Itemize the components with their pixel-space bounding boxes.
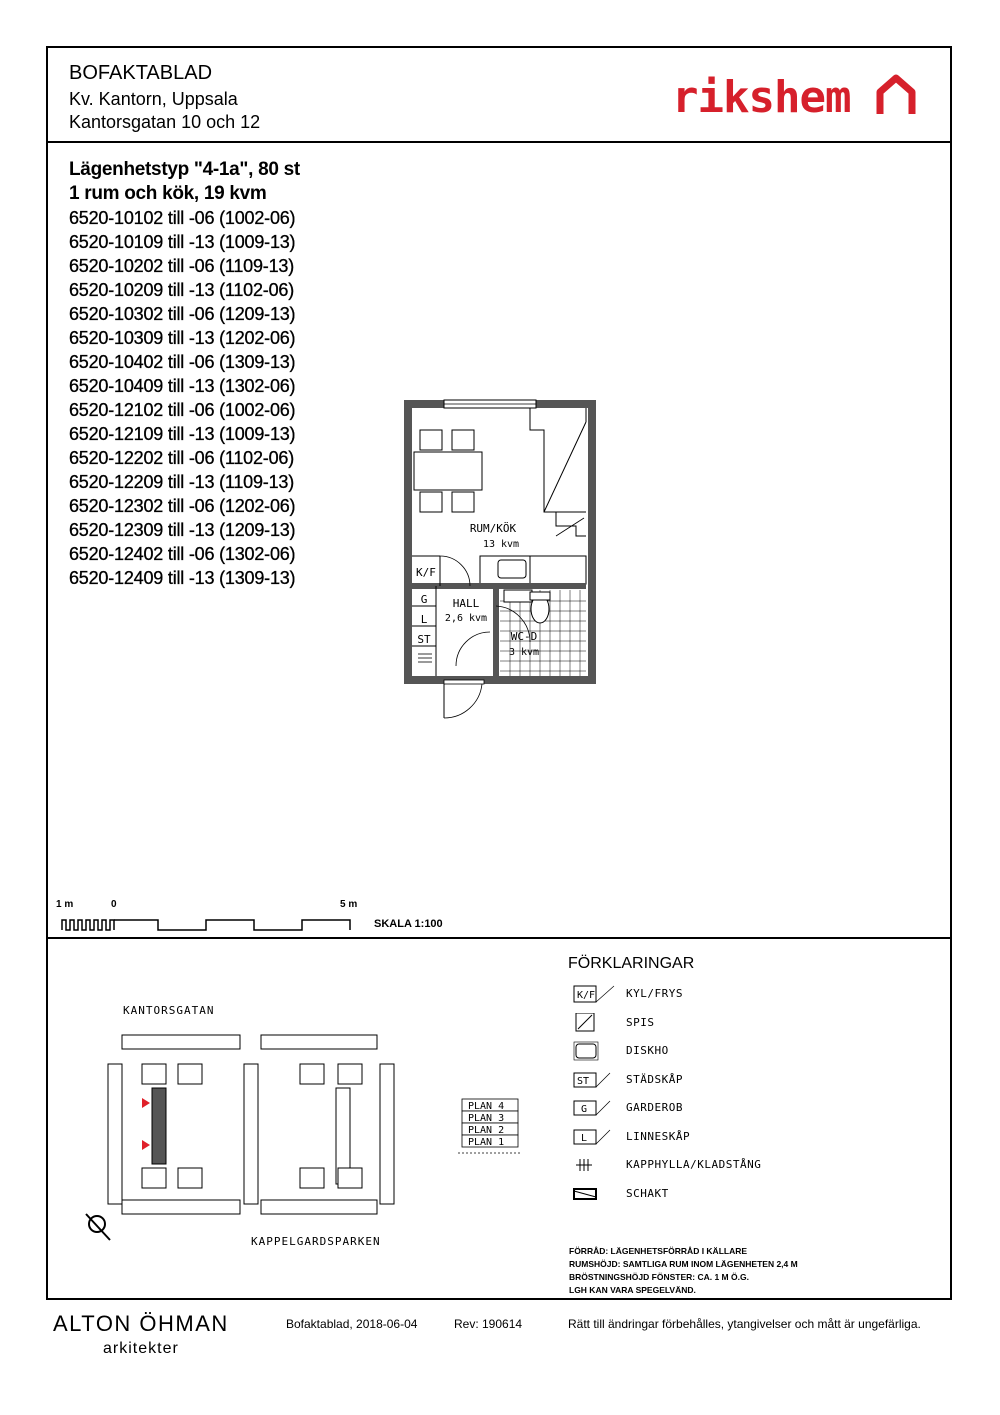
apartment-number: 6520-12409 till -13 (1309-13) xyxy=(69,568,296,588)
apartment-type: Lägenhetstyp "4-1a", 80 st xyxy=(69,159,300,180)
stove-icon xyxy=(570,1013,618,1033)
apartment-number: 6520-12202 till -06 (1102-06) xyxy=(69,448,295,468)
wardrobe-icon xyxy=(570,1098,618,1118)
scale-text: SKALA 1:100 xyxy=(374,918,443,930)
apartment-number: 6520-10409 till -13 (1302-06) xyxy=(69,376,296,396)
apartment-number-list xyxy=(69,206,300,590)
logo-text: rikshem xyxy=(672,72,851,120)
scale-left-label: 1 m xyxy=(56,899,74,910)
svg-text:L: L xyxy=(581,1132,588,1144)
legend-item xyxy=(570,1155,762,1175)
scale-right-label: 5 m xyxy=(340,899,358,910)
apartment-number: 6520-12109 till -13 (1009-13) xyxy=(69,424,296,444)
notes xyxy=(569,1245,798,1297)
north-arrow-icon xyxy=(86,1214,110,1240)
apartment-number: 6520-10402 till -06 (1309-13) xyxy=(69,352,296,372)
apartment-info xyxy=(69,158,300,590)
property-name: Kv. Kantorn, Uppsala xyxy=(69,89,238,109)
apartment-number: 6520-10309 till -13 (1202-06) xyxy=(69,328,296,348)
plan-label: PLAN 4 xyxy=(468,1101,505,1112)
revision: Rev: 190614 xyxy=(454,1317,523,1331)
document-title: BOFAKTABLAD xyxy=(69,62,213,84)
cleaning-label: ST xyxy=(417,633,431,646)
hall-area: 2,6 kvm xyxy=(444,613,488,624)
cleaning-cabinet-icon xyxy=(570,1070,618,1090)
legend-label: KYL/FRYS xyxy=(626,987,683,1000)
disclaimer: Rätt till ändringar förbehålles, ytangivelser och mått är ungefärliga. xyxy=(568,1317,921,1331)
street-top-label: KANTORSGATAN xyxy=(123,1004,215,1017)
highlighted-building xyxy=(152,1088,166,1164)
location-marker-icon xyxy=(142,1140,150,1150)
apartment-number: 6520-10302 till -06 (1209-13) xyxy=(69,304,296,324)
linen-label: L xyxy=(420,613,428,626)
linen-cabinet-icon xyxy=(570,1127,618,1147)
room-label: RUM/KÖK xyxy=(469,522,517,535)
apartment-number: 6520-12209 till -13 (1109-13) xyxy=(69,472,295,492)
kf-label: K/F xyxy=(416,566,436,579)
note: LGH KAN VARA SPEGELVÄND. xyxy=(569,1285,696,1295)
wardrobe-label: G xyxy=(420,593,428,606)
svg-text:G: G xyxy=(581,1104,588,1115)
note: BRÖSTNINGSHÖJD FÖNSTER: CA. 1 M Ö.G. xyxy=(569,1272,749,1282)
legend-label: KAPPHYLLA/KLADSTÅNG xyxy=(626,1158,762,1171)
room-area: 13 kvm xyxy=(482,539,520,550)
wc-area: 3 kvm xyxy=(508,647,540,658)
legend-label: SCHAKT xyxy=(626,1186,669,1200)
note: RUMSHÖJD: SAMTLIGA RUM INOM LÄGENHETEN 2,4 M xyxy=(569,1259,798,1269)
wc-label: WC-D xyxy=(510,630,538,643)
plan-label: PLAN 3 xyxy=(468,1113,505,1124)
legend-title: FÖRKLARINGAR xyxy=(568,955,695,972)
legend-label: GARDEROB xyxy=(626,1101,683,1114)
architect-name: ALTON ÖHMAN xyxy=(53,1311,229,1336)
plan-label: PLAN 1 xyxy=(468,1137,505,1148)
legend-item xyxy=(570,1184,669,1204)
apartment-number: 6520-12102 till -06 (1002-06) xyxy=(69,400,296,420)
site-plan xyxy=(80,1030,400,1250)
architect-subtitle: arkitekter xyxy=(103,1340,179,1357)
legend-item xyxy=(570,1127,691,1147)
legend-label: SPIS xyxy=(626,1015,655,1029)
apartment-number: 6520-12402 till -06 (1302-06) xyxy=(69,544,296,564)
fridge-freezer-icon xyxy=(570,984,618,1004)
legend-item xyxy=(570,1070,683,1090)
floor-level-stack xyxy=(458,1095,528,1165)
rikshem-logo xyxy=(672,72,917,120)
scale-zero-label: 0 xyxy=(111,899,117,910)
svg-text:ST: ST xyxy=(577,1075,590,1087)
apartment-number: 6520-10102 till -06 (1002-06) xyxy=(69,208,296,228)
legend-item xyxy=(570,1098,683,1118)
hall-label: HALL xyxy=(452,597,480,610)
hat-shelf-icon xyxy=(570,1155,618,1175)
location-marker-icon xyxy=(142,1098,150,1108)
legend-item xyxy=(570,1041,669,1061)
address: Kantorsgatan 10 och 12 xyxy=(69,112,261,132)
street-bottom-label: KAPPELGARDSPARKEN xyxy=(251,1235,381,1248)
hat-shelf-icon xyxy=(418,654,432,662)
legend-label: DISKHO xyxy=(626,1044,669,1057)
dishwasher-icon xyxy=(570,1041,618,1061)
floor-plan xyxy=(400,396,600,721)
header-divider xyxy=(46,141,952,143)
apartment-number: 6520-10209 till -13 (1102-06) xyxy=(69,280,295,300)
legend-label: STÄDSKÅP xyxy=(626,1072,683,1086)
plan-label: PLAN 2 xyxy=(468,1125,505,1136)
note: FÖRRÅD: LÄGENHETSFÖRRÅD I KÄLLARE xyxy=(569,1246,748,1256)
legend-item xyxy=(570,984,683,1004)
shaft-icon xyxy=(570,1184,618,1204)
svg-text:K/F: K/F xyxy=(577,990,596,1001)
section-divider xyxy=(46,937,952,939)
legend-label: LINNESKÅP xyxy=(626,1129,691,1143)
document-date: Bofaktablad, 2018-06-04 xyxy=(286,1317,418,1331)
scale-bar xyxy=(60,912,360,934)
house-roof-icon xyxy=(880,78,912,114)
apartment-size: 1 rum och kök, 19 kvm xyxy=(69,183,267,204)
legend-item xyxy=(570,1013,655,1033)
apartment-number: 6520-12309 till -13 (1209-13) xyxy=(69,520,296,540)
apartment-number: 6520-12302 till -06 (1202-06) xyxy=(69,496,296,516)
apartment-number: 6520-10109 till -13 (1009-13) xyxy=(69,232,296,252)
apartment-number: 6520-10202 till -06 (1109-13) xyxy=(69,256,295,276)
